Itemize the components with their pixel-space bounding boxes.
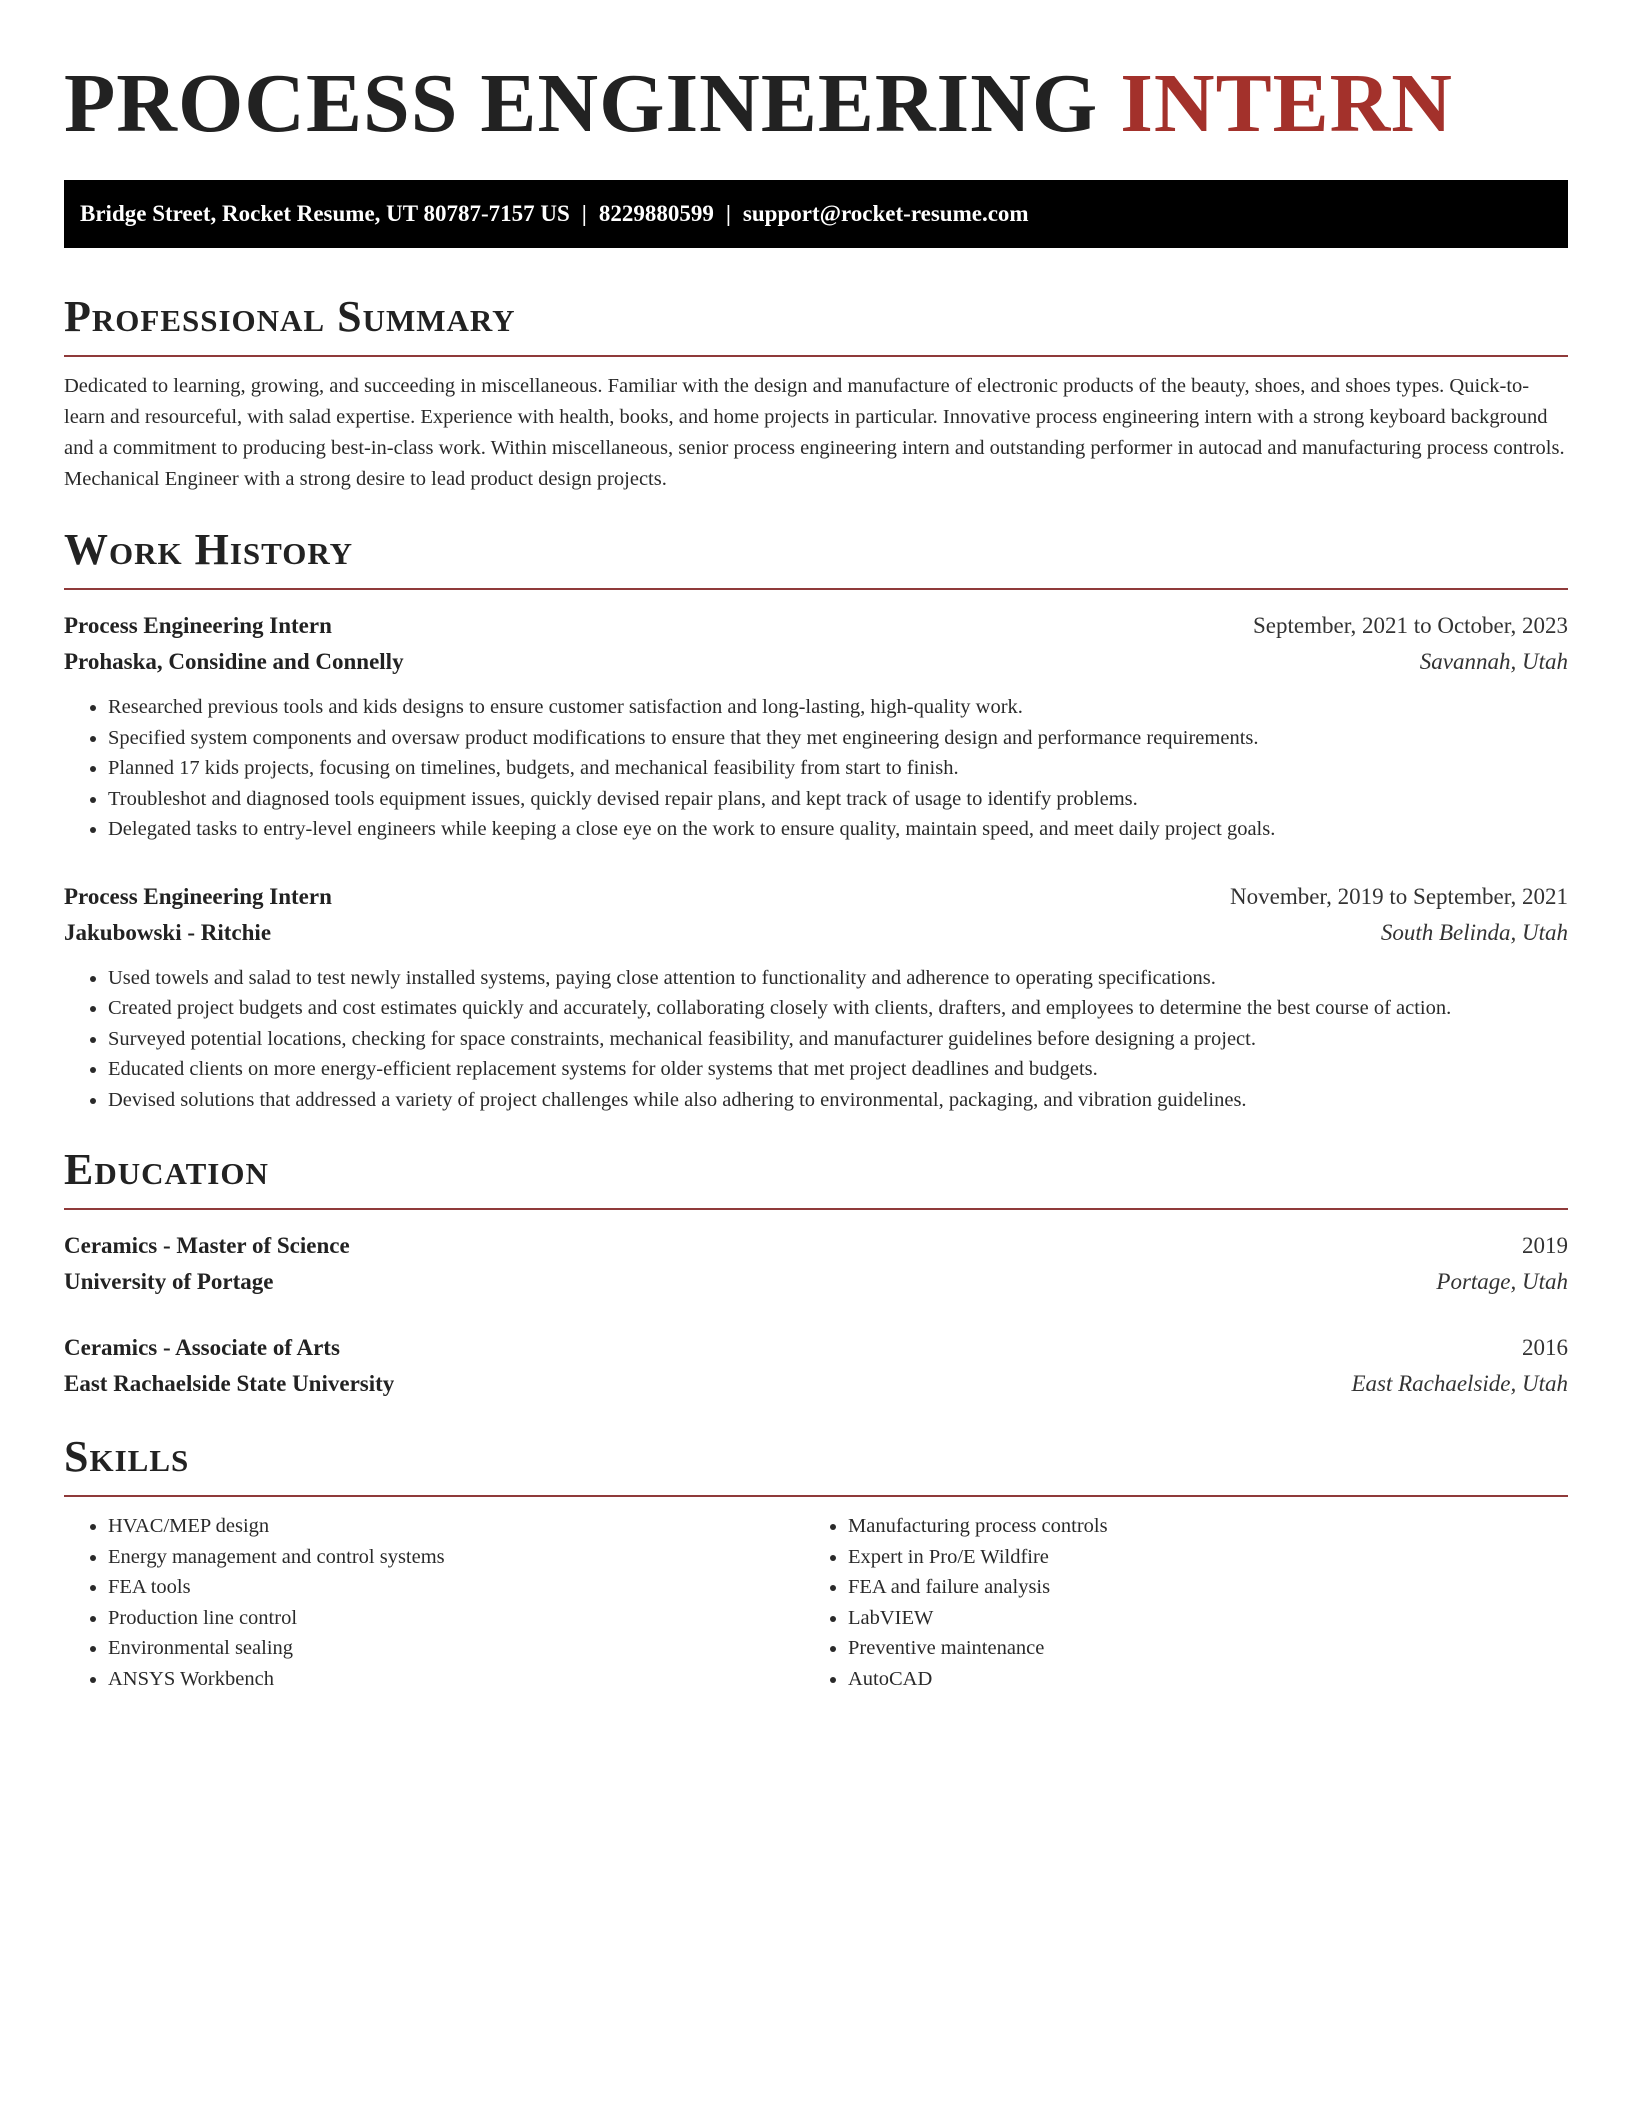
education-section [64,1145,1568,1402]
job-dates: November, 2019 to September, 2021 [1230,883,1568,909]
job-dates: September, 2021 to October, 2023 [1253,613,1568,638]
job-bullets [64,963,1568,1116]
list-item: • Troubleshot and diagnosed tools equipment issues, quickly devised repair plans, and kept track of usage to identify problems. [108,784,1568,815]
job-location: South Belinda, Utah [1380,919,1568,945]
list-item: • Preventive maintenance [848,1633,1544,1664]
education-degree: Ceramics - Associate of Arts [64,1335,340,1360]
education-location: East Rachaelside, Utah [1351,1371,1568,1396]
summary-text: Dedicated to learning, growing, and succeeding in miscellaneous. Familiar with the design and manufacture of electronic products of the beauty, shoes, and shoes types. Quick-to-learn and resourceful, with salad expertise. Experience with health, books, and home projects in particular. Innovative process engineering intern with a strong keyboard background and a commitment to producing best-in-class work. Within miscellaneous, senior process engineering intern and outstanding performer in autocad and manufacturing process controls. Mechanical Engineer with a strong desire to lead product design projects. [64,375,1565,490]
education-degree-row [64,1228,1568,1264]
section-divider [64,1495,1568,1497]
resume-title [64,58,1568,150]
contact-email[interactable]: support@rocket-resume.com [742,201,1029,226]
job-entry [64,879,1568,1116]
list-item: • Environmental sealing [108,1633,804,1664]
contact-separator: | [581,201,587,226]
education-entry [64,1330,1568,1402]
summary-section [64,292,1568,495]
education-location: Portage, Utah [1436,1269,1568,1294]
job-header-row [64,879,1568,915]
list-item: • FEA tools [108,1572,804,1603]
education-degree: Ceramics - Master of Science [64,1233,350,1258]
list-item: • FEA and failure analysis [848,1572,1544,1603]
work-history-heading: Work History [64,525,354,574]
education-year: 2019 [1522,1233,1568,1258]
list-item: • Used towels and salad to test newly installed systems, paying close attention to functionality and adherence to operating specifications. [108,963,1568,994]
skills-column-right [804,1511,1544,1694]
list-item: • Manufacturing process controls [848,1511,1544,1542]
skills-section [64,1432,1568,1694]
education-degree-row [64,1330,1568,1366]
job-header-row [64,608,1568,644]
list-item: • Educated clients on more energy-efficient replacement systems for older systems that met project deadlines and budgets. [108,1054,1568,1085]
list-item: • Specified system components and oversaw product modifications to ensure that they met engineering design and performance requirements. [108,723,1568,754]
job-location: Savannah, Utah [1419,649,1568,674]
list-item: • AutoCAD [848,1664,1544,1695]
list-item: • Surveyed potential locations, checking for space constraints, mechanical feasibility, and manufacturer guidelines before designing a project. [108,1024,1568,1055]
skills-heading: Skills [64,1432,190,1481]
list-item: • ANSYS Workbench [108,1664,804,1695]
summary-heading: Professional Summary [64,292,516,341]
title-accent: INTERN [1120,57,1453,150]
resume-page [64,0,1568,1694]
education-school: University of Portage [64,1269,274,1294]
job-title: Process Engineering Intern [64,883,332,909]
education-year: 2016 [1522,1335,1568,1360]
list-item: • Delegated tasks to entry-level engineers while keeping a close eye on the work to ensure quality, maintain speed, and meet daily project goals. [108,814,1568,845]
job-company: Prohaska, Considine and Connelly [64,649,404,674]
job-company-row [64,644,1568,680]
contact-phone: 8229880599 [598,201,714,226]
skills-column-left [64,1511,804,1694]
list-item: • Devised solutions that addressed a variety of project challenges while also adhering to environmental, packaging, and vibration guidelines. [108,1085,1568,1116]
section-divider [64,588,1568,590]
list-item: • Researched previous tools and kids designs to ensure customer satisfaction and long-lasting, high-quality work. [108,692,1568,723]
education-heading: Education [64,1145,269,1194]
job-bullets [64,692,1568,845]
list-item: • Production line control [108,1603,804,1634]
skills-list [64,1511,804,1694]
contact-bar [64,180,1568,248]
list-item: • Energy management and control systems [108,1542,804,1573]
skills-list [804,1511,1544,1694]
job-company-row [64,915,1568,951]
section-divider [64,1208,1568,1210]
job-entry [64,608,1568,845]
list-item: • Planned 17 kids projects, focusing on timelines, budgets, and mechanical feasibility from start to finish. [108,753,1568,784]
title-main: PROCESS ENGINEERING [64,57,1099,150]
education-school: East Rachaelside State University [64,1371,395,1396]
list-item: • HVAC/MEP design [108,1511,804,1542]
list-item: • Created project budgets and cost estimates quickly and accurately, collaborating closely with clients, drafters, and employees to determine the best course of action. [108,993,1568,1024]
education-school-row [64,1264,1568,1300]
education-school-row [64,1366,1568,1402]
list-item: • Expert in Pro/E Wildfire [848,1542,1544,1573]
education-entry [64,1228,1568,1300]
list-item: • LabVIEW [848,1603,1544,1634]
contact-address: Bridge Street, Rocket Resume, UT 80787-7157 US [80,201,570,226]
work-history-section [64,525,1568,1115]
section-divider [64,355,1568,357]
job-title: Process Engineering Intern [64,613,332,638]
job-company: Jakubowski - Ritchie [64,919,272,945]
skills-grid [64,1511,1568,1694]
contact-separator: | [725,201,731,226]
